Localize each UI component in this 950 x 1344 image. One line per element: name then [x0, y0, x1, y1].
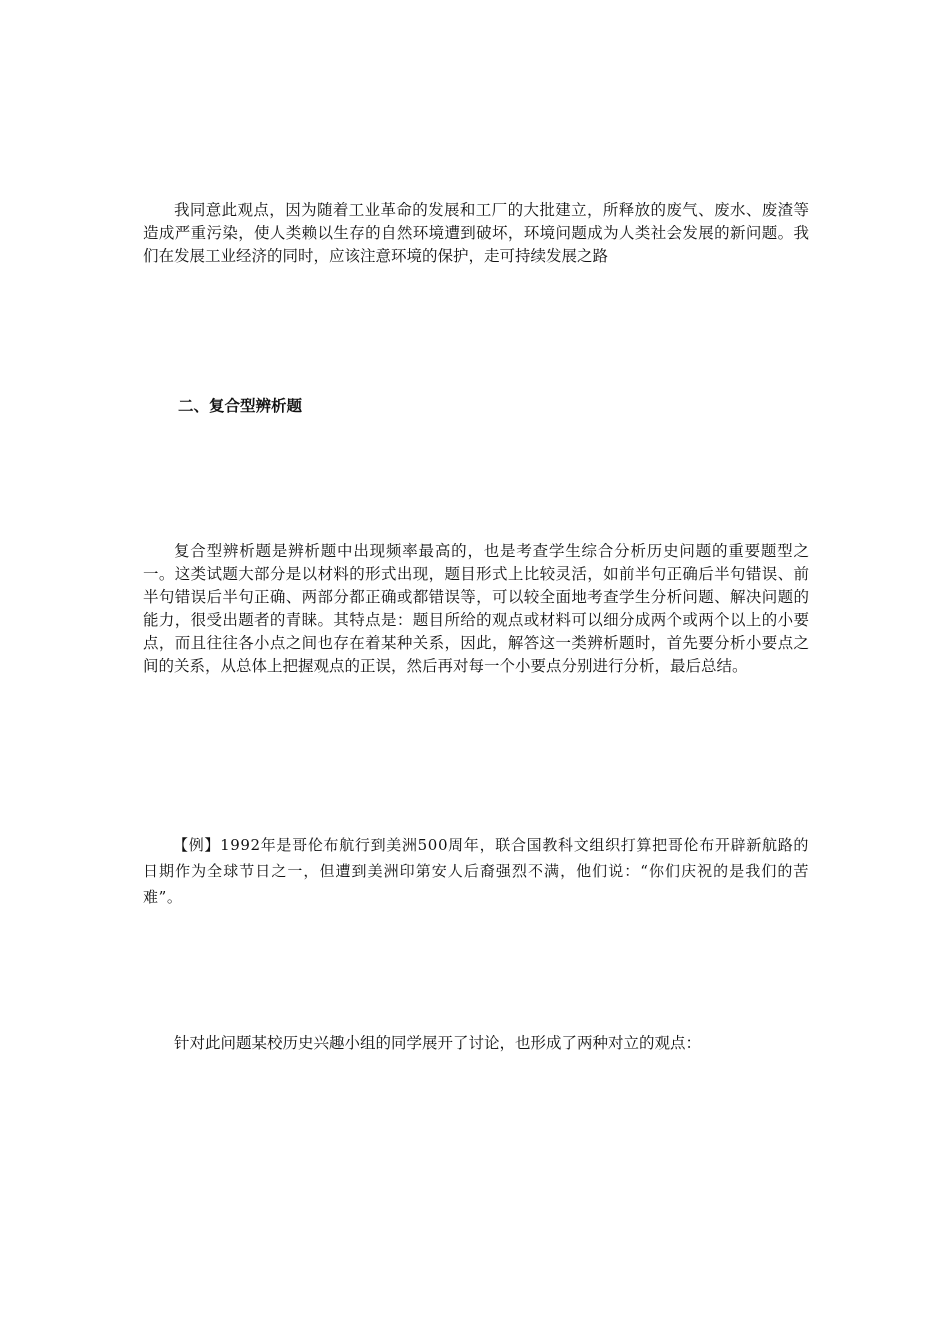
section-heading: 二、复合型辨析题: [178, 397, 303, 415]
opinion-paragraph: 我同意此观点，因为随着工业革命的发展和工厂的大批建立，所释放的废气、废水、废渣等造成严重污染，使人类赖以生存的自然环境遭到破坏，环境问题成为人类社会发展的新问题。我们在发展工业经济的同时，应该注意环境的保护，走可持续发展之路: [143, 201, 809, 265]
explanation-paragraph: 复合型辨析题是辨析题中出现频率最高的，也是考查学生综合分析历史问题的重要题型之一。这类试题大部分是以材料的形式出现，题目形式上比较灵活，如前半句正确后半句错误、前半句错误后半句正确、两部分都正确或都错误等，可以较全面地考查学生分析问题、解决问题的能力，很受出题者的青睐。其特点是：题目所给的观点或材料可以细分成两个或两个以上的小要点，而且往往各小点之间也存在着某种关系，因此，解答这一类辨析题时，首先要分析小要点之间的关系，从总体上把握观点的正误，然后再对每一个小要点分别进行分析，最后总结。: [143, 542, 809, 675]
example-paragraph: 【例】1992年是哥伦布航行到美洲500周年，联合国教科文组织打算把哥伦布开辟新航路的日期作为全球节日之一，但遭到美洲印第安人后裔强烈不满，他们说：“你们庆祝的是我们的苦难”。: [143, 836, 809, 906]
discussion-paragraph: 针对此问题某校历史兴趣小组的同学展开了讨论，也形成了两种对立的观点：: [174, 1034, 702, 1052]
